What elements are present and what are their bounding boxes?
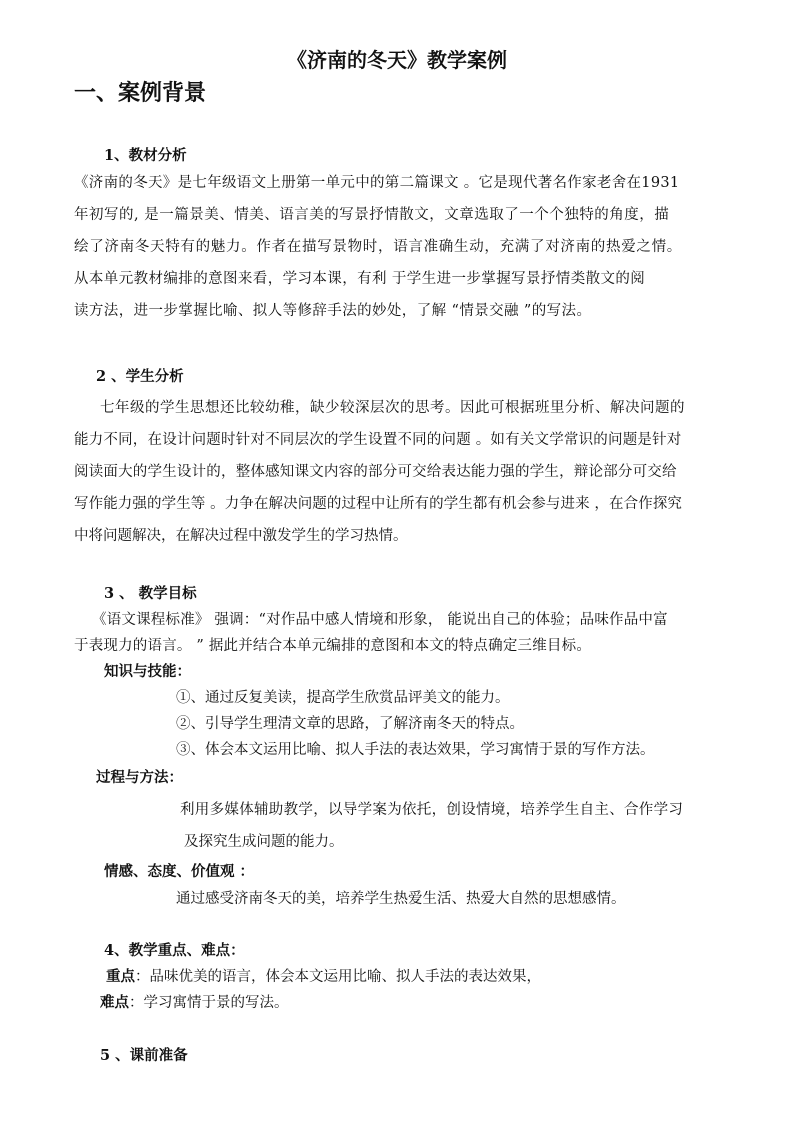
knowledge-item: ②、引导学生理清文章的思路，了解济南冬天的特点。: [176, 716, 524, 732]
section-3-intro-line: 《语文课程标准》 强调：“对作品中感人情境和形象， 能说出自己的体验；品味作品中富: [92, 612, 668, 628]
key-point-text: ：品味优美的语言，体会本文运用比喻、拟人手法的表达效果，: [135, 969, 541, 985]
section-1-line: 从本单元教材编排的意图来看，学习本课，有利 于学生进一步掌握写景抒情类散文的阅: [74, 271, 646, 287]
section-2-line: 写作能力强的学生等 。力争在解决问题的过程中让所有的学生都有机会参与进来 ，在合作探究: [74, 496, 683, 512]
section-2-heading: 2 、学生分析: [96, 368, 184, 385]
section-1-heading: 1、教材分析: [104, 147, 187, 164]
difficult-point-label: 难点: [100, 994, 129, 1011]
part-heading: 一、案例背景: [74, 80, 207, 106]
process-methods-label: 过程与方法：: [96, 769, 183, 786]
difficult-point-line: [100, 991, 289, 1012]
process-methods-line: 利用多媒体辅助教学，以导学案为依托，创设情境，培养学生自主、合作学习: [180, 802, 684, 818]
document-title: 《济南的冬天》教学案例: [287, 48, 507, 72]
section-2-line: 阅读面大的学生设计的，整体感知课文内容的部分可交给表达能力强的学生，辩论部分可交给: [74, 464, 677, 480]
difficult-point-text: ：学习寓情于景的写法。: [129, 995, 289, 1011]
knowledge-item: ①、通过反复美读，提高学生欣赏品评美文的能力。: [176, 690, 510, 706]
key-point-line: [106, 965, 541, 986]
section-1-line: 读方法，进一步掌握比喻、拟人等修辞手法的妙处，了解 “情景交融 ”的写法。: [74, 303, 592, 319]
emotion-values-line: 通过感受济南冬天的美，培养学生热爱生活、热爱大自然的思想感情。: [176, 891, 626, 907]
section-2-line: 中将问题解决，在解决过程中激发学生的学习热情。: [74, 528, 408, 544]
section-3-heading: 3 、 教学目标: [104, 585, 197, 602]
knowledge-skills-label: 知识与技能：: [104, 663, 191, 680]
section-2-line: 能力不同，在设计问题时针对不同层次的学生设置不同的问题 。如有关文学常识的问题是针对: [74, 432, 682, 448]
key-point-label: 重点: [106, 968, 135, 985]
section-1-line: 《济南的冬天》是七年级语文上册第一单元中的第二篇课文 。它是现代著名作家老舍在1931: [74, 175, 680, 191]
section-3-intro-line: 于表现力的语言。 ” 据此并结合本单元编排的意图和本文的特点确定三维目标。: [74, 638, 592, 654]
section-5-heading: 5 、课前准备: [100, 1047, 188, 1064]
section-1-line: 年初写的, 是一篇景美、情美、语言美的写景抒情散文，文章选取了一个个独特的角度，描: [74, 207, 670, 223]
section-2-line: 七年级的学生思想还比较幼稚，缺少较深层次的思考。因此可根据班里分析、解决问题的: [100, 400, 685, 416]
process-methods-line: 及探究生成问题的能力。: [184, 834, 344, 850]
section-4-heading: 4、教学重点、难点：: [104, 942, 245, 959]
section-1-line: 绘了济南冬天特有的魅力。作者在描写景物时，语言准确生动，充满了对济南的热爱之情。: [74, 239, 682, 255]
knowledge-item: ③、体会本文运用比喻、拟人手法的表达效果，学习寓情于景的写作方法。: [176, 742, 655, 758]
emotion-values-label: 情感、态度、价值观 ：: [104, 863, 255, 880]
